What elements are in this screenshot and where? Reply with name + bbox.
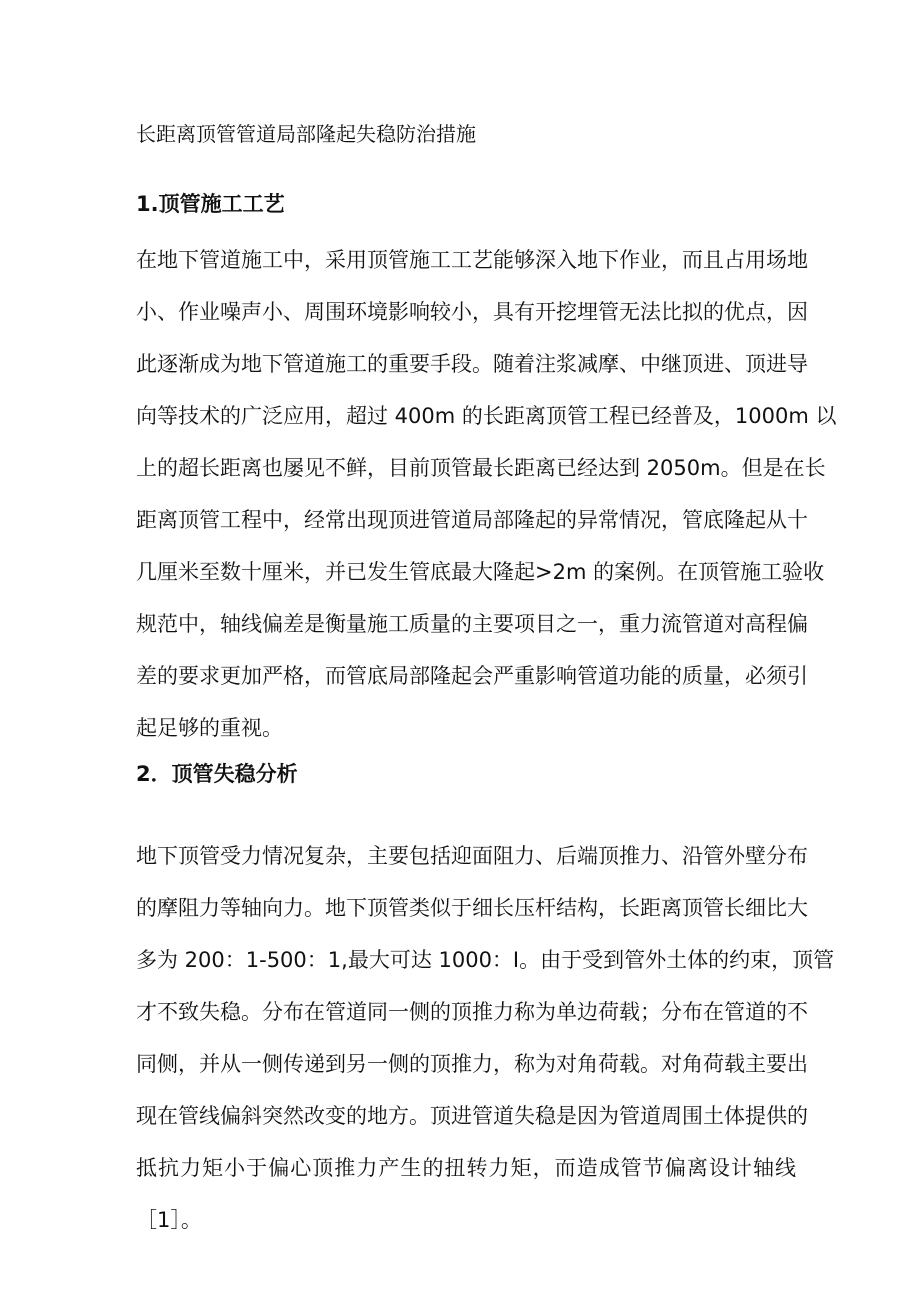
section-2-paragraph xyxy=(136,830,835,1246)
document-title: 长距离顶管管道局部隆起失稳防治措施 xyxy=(136,122,476,146)
paragraph-line: 多为 200：1-500：1,最大可达 1000：I。由于受到管外土体的约束，顶管 xyxy=(136,948,835,972)
paragraph-line: 差的要求更加严格，而管底局部隆起会严重影响管道功能的质量，必须引 xyxy=(136,664,808,688)
section-1-paragraph xyxy=(136,234,837,754)
paragraph-line: 才不致失稳。分布在管道同一侧的顶推力称为单边荷载；分布在管道的不 xyxy=(136,1000,808,1024)
paragraph-line: 此逐渐成为地下管道施工的重要手段。随着注浆减摩、中继顶进、顶进导 xyxy=(136,352,808,376)
section-heading-2: 2．顶管失稳分析 xyxy=(136,762,298,786)
paragraph-line: 同侧，并从一侧传递到另一侧的顶推力，称为对角荷载。对角荷载主要出 xyxy=(136,1052,808,1076)
paragraph-line: 抵抗力矩小于偏心顶推力产生的扭转力矩，而造成管节偏离设计轴线 xyxy=(136,1156,796,1180)
paragraph-line: 地下顶管受力情况复杂，主要包括迎面阻力、后端顶推力、沿管外壁分布 xyxy=(136,844,808,868)
paragraph-line: 向等技术的广泛应用，超过 400m 的长距离顶管工程已经普及，1000m 以 xyxy=(136,404,837,428)
paragraph-line: 现在管线偏斜突然改变的地方。顶进管道失稳是因为管道周围土体提供的 xyxy=(136,1104,808,1128)
paragraph-line: 起足够的重视。 xyxy=(136,716,283,740)
paragraph-line: ［1］。 xyxy=(136,1208,202,1232)
paragraph-line: 在地下管道施工中，采用顶管施工工艺能够深入地下作业，而且占用场地 xyxy=(136,248,808,272)
paragraph-line: 几厘米至数十厘米，并已发生管底最大隆起>2m 的案例。在顶管施工验收 xyxy=(136,560,825,584)
section-heading-1: 1.顶管施工工艺 xyxy=(136,192,285,216)
paragraph-line: 距离顶管工程中，经常出现顶进管道局部隆起的异常情况，管底隆起从十 xyxy=(136,508,808,532)
paragraph-line: 规范中，轴线偏差是衡量施工质量的主要项目之一，重力流管道对高程偏 xyxy=(136,612,808,636)
paragraph-line: 的摩阻力等轴向力。地下顶管类似于细长压杆结构，长距离顶管长细比大 xyxy=(136,896,808,920)
paragraph-line: 小、作业噪声小、周围环境影响较小，具有开挖埋管无法比拟的优点，因 xyxy=(136,300,808,324)
paragraph-line: 上的超长距离也屡见不鲜，目前顶管最长距离已经达到 2050m。但是在长 xyxy=(136,456,826,480)
